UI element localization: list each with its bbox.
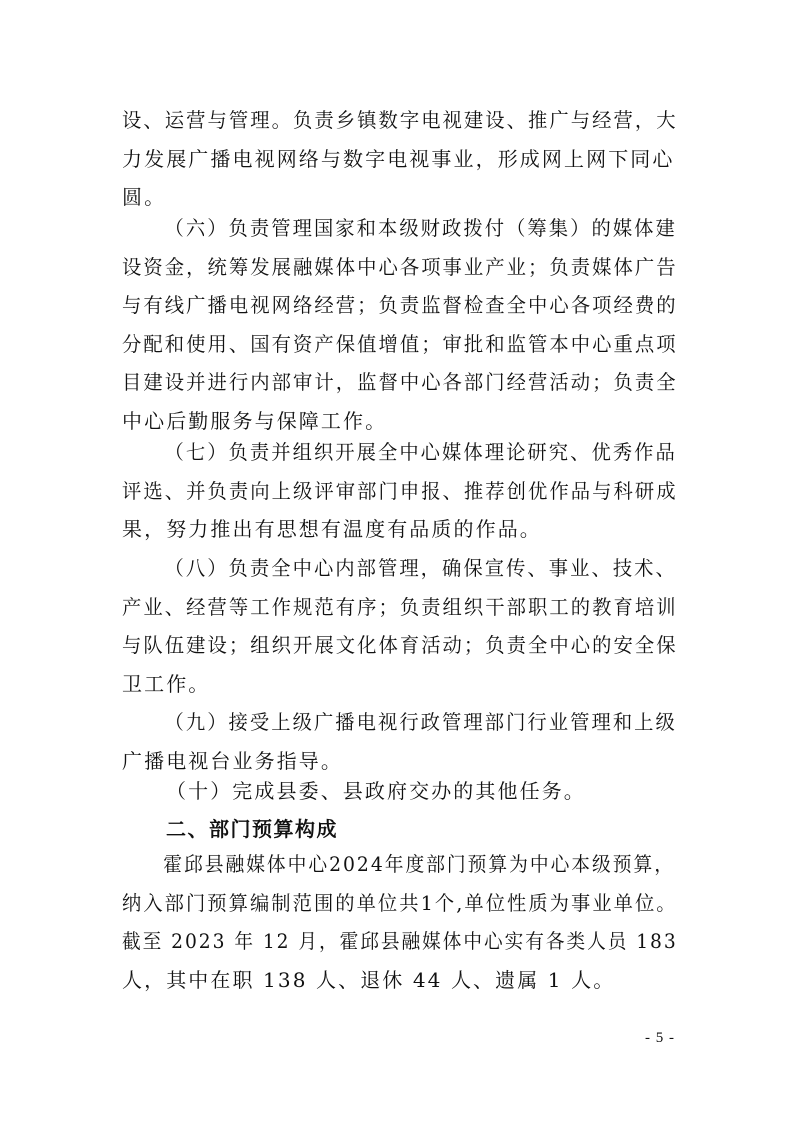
- text-line: 人，其中在职 138 人、退休 44 人、遗属 1 人。: [122, 967, 616, 992]
- text-line: （九）接受上级广播电视行政管理部门行业管理和上级: [164, 710, 677, 734]
- paragraph-item-8: [122, 549, 678, 703]
- paragraph-item-6: [122, 209, 678, 441]
- text-line: 设资金，统筹发展融媒体中心各项事业产业；负责媒体广告: [122, 254, 678, 279]
- text-line: 中心后勤服务与保障工作。: [122, 408, 388, 433]
- paragraph-item-7: [122, 433, 678, 549]
- text-line: 纳入部门预算编制范围的单位共1个,单位性质为事业单位。: [122, 890, 678, 915]
- text-line: 圆。: [122, 185, 167, 210]
- text-line: （七）负责并组织开展全中心媒体理论研究、优秀作品: [164, 440, 677, 464]
- text-line: 与有线广播电视网络经营；负责监督检查全中心各项经费的: [122, 293, 678, 318]
- paragraph-item-10: [122, 772, 678, 811]
- text-line: 广播电视台业务指导。: [122, 748, 343, 773]
- text-line: （八）负责全中心内部管理，确保宣传、事业、技术、: [164, 556, 677, 580]
- page-number: - 5 -: [645, 1030, 675, 1046]
- paragraph-continued: [122, 101, 678, 217]
- text-line: 截至 2023 年 12 月，霍邱县融媒体中心实有各类人员 183: [122, 929, 678, 954]
- text-line: （十）完成县委、县政府交办的其他任务。: [166, 779, 586, 803]
- paragraph-item-9: [122, 703, 678, 780]
- text-line: 果，努力推出有思想有温度有品质的作品。: [122, 517, 542, 542]
- text-line: 设、运营与管理。负责乡镇数字电视建设、推广与经营，大: [122, 108, 678, 132]
- text-line: 与队伍建设；组织开展文化体育活动；负责全中心的安全保: [122, 633, 678, 658]
- budget-paragraph: [122, 845, 678, 999]
- text-line: 霍邱县融媒体中心2024年度部门预算为中心本级预算，: [163, 852, 675, 876]
- text-line: 目建设并进行内部审计，监督中心各部门经营活动；负责全: [122, 370, 678, 395]
- section-heading: 二、部门预算构成: [166, 817, 338, 841]
- text-line: 评选、并负责向上级评审部门申报、推荐创优作品与科研成: [122, 478, 678, 503]
- text-line: （六）负责管理国家和本级财政拨付（筹集）的媒体建: [164, 216, 677, 240]
- text-line: 产业、经营等工作规范有序；负责组织干部职工的教育培训: [122, 594, 678, 619]
- text-line: 分配和使用、国有资产保值增值；审批和监管本中心重点项: [122, 331, 678, 356]
- text-line: 力发展广播电视网络与数字电视事业，形成网上网下同心: [122, 146, 675, 171]
- text-line: 卫工作。: [122, 671, 211, 696]
